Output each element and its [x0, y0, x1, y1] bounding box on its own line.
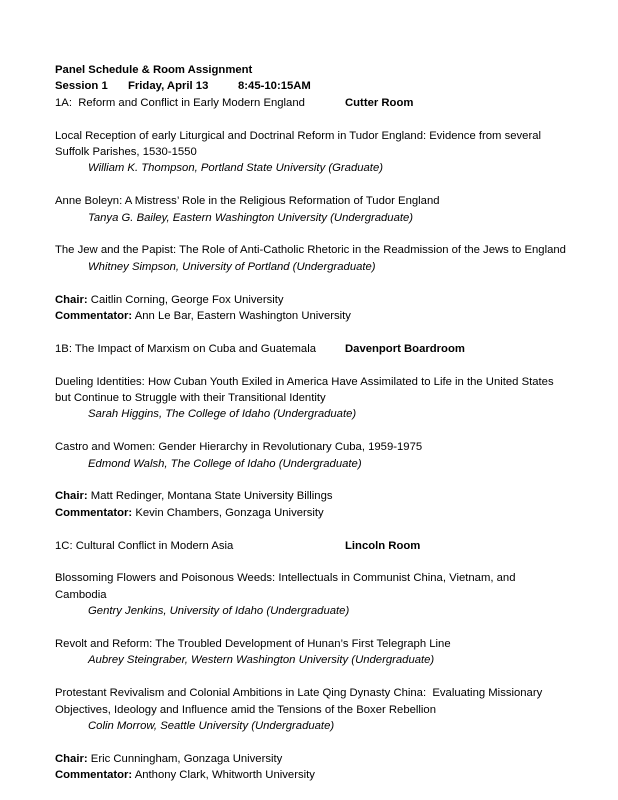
paper-author: Sarah Higgins, The College of Idaho (Undergraduate): [88, 408, 357, 421]
commentator-label: Commentator:: [55, 506, 133, 519]
paper-title: The Jew and the Papist: The Role of Anti-Catholic Rhetoric in the Readmission of the Jews to England: [55, 244, 566, 257]
paper-entry: [55, 636, 567, 669]
panel-room: Cutter Room: [345, 96, 414, 109]
commentator-name: Anthony Clark, Whitworth University: [132, 769, 315, 782]
paper-author: Edmond Walsh, The College of Idaho (Undergraduate): [88, 457, 362, 470]
paper-title: Dueling Identities: How Cuban Youth Exiled in America Have Assimilated to Life in the United States but Continue to Struggle with their Transitional Identity: [55, 375, 557, 405]
paper-author: William K. Thompson, Portland State University (Graduate): [88, 162, 383, 175]
session-label: Session 1: [55, 80, 108, 93]
paper-entry: [55, 242, 567, 275]
document-body: [55, 62, 567, 784]
paper-author: Whitney Simpson, University of Portland (Undergraduate): [88, 260, 376, 273]
session-header-row: [55, 78, 567, 94]
paper-author: Colin Morrow, Seattle University (Undergraduate): [88, 720, 335, 733]
panel-title: 1C: Cultural Conflict in Modern Asia: [55, 539, 234, 552]
commentator-line: [55, 308, 567, 324]
paper-entry: [55, 128, 567, 177]
document-header: [55, 62, 567, 95]
panel-1a: [55, 95, 567, 325]
panel-heading: [55, 95, 567, 111]
chair-name: Matt Redinger, Montana State University Billings: [87, 490, 333, 503]
commentator-name: Kevin Chambers, Gonzaga University: [132, 506, 324, 519]
panel-room: Lincoln Room: [345, 539, 421, 552]
paper-entry: [55, 439, 567, 472]
commentator-label: Commentator:: [55, 769, 133, 782]
paper-title: Protestant Revivalism and Colonial Ambitions in Late Qing Dynasty China: Evaluating Missionary Objectives, Ideology and Influence amid the Tensions of the Boxer Rebellion: [55, 687, 546, 716]
paper-author: Aubrey Steingraber, Western Washington University (Undergraduate): [88, 654, 435, 667]
panel-title: 1A: Reform and Conflict in Early Modern England: [55, 96, 305, 109]
chair-line: [55, 751, 567, 767]
paper-entry: [55, 570, 567, 619]
chair-label: Chair:: [55, 490, 88, 503]
panel-heading: [55, 341, 567, 357]
chair-label: Chair:: [55, 752, 88, 765]
commentator-line: [55, 767, 567, 783]
chair-name: Caitlin Corning, George Fox University: [87, 293, 284, 306]
session-time: 8:45-10:15AM: [238, 80, 311, 93]
paper-entry: [55, 685, 567, 734]
paper-author: Gentry Jenkins, University of Idaho (Undergraduate): [88, 605, 350, 618]
panel-heading: [55, 538, 567, 554]
panel-title: 1B: The Impact of Marxism on Cuba and Guatemala: [55, 342, 317, 355]
commentator-label: Commentator:: [55, 310, 133, 323]
chair-line: [55, 488, 567, 504]
panel-credits: [55, 751, 567, 784]
paper-entry: [55, 193, 567, 226]
paper-title: Revolt and Reform: The Troubled Development of Hunan’s First Telegraph Line: [55, 638, 451, 651]
paper-author: Tanya G. Bailey, Eastern Washington University (Undergraduate): [88, 211, 414, 224]
paper-title: Castro and Women: Gender Hierarchy in Revolutionary Cuba, 1959-1975: [55, 441, 423, 454]
paper-entry: [55, 374, 567, 423]
chair-label: Chair:: [55, 293, 88, 306]
panel-1b: [55, 341, 567, 521]
paper-title: Anne Boleyn: A Mistress’ Role in the Religious Reformation of Tudor England: [55, 195, 440, 208]
paper-title: Local Reception of early Liturgical and Doctrinal Reform in Tudor England: Evidence from several Suffolk Parishes, 1530-1550: [55, 129, 545, 159]
commentator-line: [55, 505, 567, 521]
panel-credits: [55, 488, 567, 521]
panel-credits: [55, 292, 567, 325]
chair-line: [55, 292, 567, 308]
commentator-name: Ann Le Bar, Eastern Washington University: [132, 310, 351, 323]
page-title: Panel Schedule & Room Assignment: [55, 64, 253, 76]
panel-room: Davenport Boardroom: [345, 342, 465, 355]
chair-name: Eric Cunningham, Gonzaga University: [87, 752, 283, 765]
paper-title: Blossoming Flowers and Poisonous Weeds: Intellectuals in Communist China, Vietnam, and Cambodia: [55, 572, 519, 601]
panel-1c: [55, 538, 567, 784]
session-date: Friday, April 13: [128, 80, 209, 93]
